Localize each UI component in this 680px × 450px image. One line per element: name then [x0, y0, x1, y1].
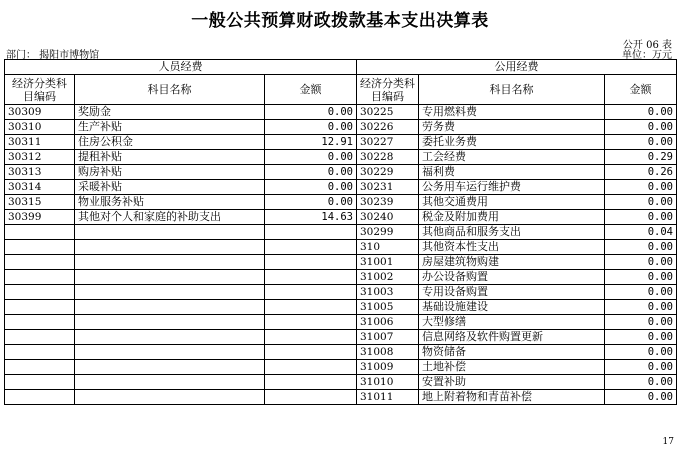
right-amount-cell: 0.00 [605, 315, 677, 330]
unit-label: 单位：万元 [622, 50, 672, 61]
left-code-header: 经济分类科目编码 [5, 75, 75, 105]
right-code-cell: 31007 [357, 330, 419, 345]
left-name-cell: 奖励金 [75, 105, 265, 120]
left-name-cell: 生产补贴 [75, 120, 265, 135]
left-amount-cell: 0.00 [265, 105, 357, 120]
left-amount-cell: 12.91 [265, 135, 357, 150]
right-code-cell: 31005 [357, 300, 419, 315]
right-name-cell: 其他资本性支出 [419, 240, 605, 255]
left-amount-cell [265, 330, 357, 345]
left-amount-cell [265, 390, 357, 405]
left-amount-cell [265, 240, 357, 255]
personnel-group-header: 人员经费 [5, 60, 357, 75]
table-row [5, 165, 677, 180]
table-row [5, 105, 677, 120]
table-row [5, 120, 677, 135]
right-amount-cell: 0.04 [605, 225, 677, 240]
left-code-cell [5, 315, 75, 330]
right-code-cell: 31009 [357, 360, 419, 375]
left-name-cell: 物业服务补贴 [75, 195, 265, 210]
right-name-cell: 专用燃料费 [419, 105, 605, 120]
right-name-cell: 办公设备购置 [419, 270, 605, 285]
right-code-cell: 30229 [357, 165, 419, 180]
table-row [5, 300, 677, 315]
left-name-cell [75, 300, 265, 315]
left-name-cell [75, 360, 265, 375]
left-name-cell [75, 315, 265, 330]
right-amount-cell: 0.00 [605, 270, 677, 285]
table-row [5, 255, 677, 270]
left-name-cell: 购房补贴 [75, 165, 265, 180]
left-name-header: 科目名称 [75, 75, 265, 105]
left-code-cell [5, 225, 75, 240]
right-amount-cell: 0.00 [605, 390, 677, 405]
left-code-cell: 30309 [5, 105, 75, 120]
right-name-cell: 福利费 [419, 165, 605, 180]
right-name-cell: 工会经费 [419, 150, 605, 165]
right-code-cell: 30228 [357, 150, 419, 165]
right-code-cell: 31010 [357, 375, 419, 390]
right-name-cell: 委托业务费 [419, 135, 605, 150]
left-name-cell [75, 375, 265, 390]
right-code-cell: 31008 [357, 345, 419, 360]
right-amount-cell: 0.00 [605, 210, 677, 225]
right-name-cell: 税金及附加费用 [419, 210, 605, 225]
right-name-cell: 安置补助 [419, 375, 605, 390]
right-amount-cell: 0.00 [605, 240, 677, 255]
right-amount-header: 金额 [605, 75, 677, 105]
expenditure-table [4, 59, 677, 405]
left-code-cell [5, 270, 75, 285]
right-amount-cell: 0.00 [605, 255, 677, 270]
right-code-cell: 30225 [357, 105, 419, 120]
left-amount-cell: 0.00 [265, 165, 357, 180]
left-code-cell [5, 285, 75, 300]
right-name-cell: 其他交通费用 [419, 195, 605, 210]
left-name-cell: 采暖补贴 [75, 180, 265, 195]
table-row [5, 180, 677, 195]
left-amount-cell [265, 375, 357, 390]
right-code-header: 经济分类科目编码 [357, 75, 419, 105]
left-name-cell: 提租补贴 [75, 150, 265, 165]
right-code-cell: 310 [357, 240, 419, 255]
right-amount-cell: 0.00 [605, 180, 677, 195]
left-name-cell [75, 345, 265, 360]
page-title: 一般公共预算财政拨款基本支出决算表 [191, 11, 489, 31]
left-name-cell [75, 390, 265, 405]
right-name-cell: 物资储备 [419, 345, 605, 360]
right-code-cell: 30231 [357, 180, 419, 195]
left-code-cell: 30399 [5, 210, 75, 225]
right-amount-cell: 0.00 [605, 135, 677, 150]
right-name-cell: 劳务费 [419, 120, 605, 135]
left-amount-cell: 0.00 [265, 150, 357, 165]
table-row [5, 330, 677, 345]
left-name-cell [75, 270, 265, 285]
right-amount-cell: 0.26 [605, 165, 677, 180]
left-amount-cell [265, 225, 357, 240]
left-amount-cell [265, 315, 357, 330]
left-code-cell [5, 255, 75, 270]
left-code-cell [5, 240, 75, 255]
right-amount-cell: 0.00 [605, 330, 677, 345]
right-code-cell: 30240 [357, 210, 419, 225]
right-code-cell: 31011 [357, 390, 419, 405]
table-row [5, 375, 677, 390]
right-code-cell: 30226 [357, 120, 419, 135]
table-row [5, 195, 677, 210]
right-amount-cell: 0.00 [605, 360, 677, 375]
right-code-cell: 31001 [357, 255, 419, 270]
table-row [5, 210, 677, 225]
right-amount-cell: 0.00 [605, 300, 677, 315]
form-number: 公开 06 表 [622, 40, 672, 51]
left-code-cell [5, 375, 75, 390]
table-row [5, 390, 677, 405]
left-code-cell [5, 360, 75, 375]
left-code-cell: 30312 [5, 150, 75, 165]
left-amount-cell: 0.00 [265, 120, 357, 135]
table-row [5, 345, 677, 360]
left-name-cell [75, 240, 265, 255]
left-code-cell: 30315 [5, 195, 75, 210]
table-row [5, 285, 677, 300]
right-code-cell: 31006 [357, 315, 419, 330]
right-code-cell: 30299 [357, 225, 419, 240]
left-amount-cell: 14.63 [265, 210, 357, 225]
left-amount-cell [265, 285, 357, 300]
left-code-cell [5, 390, 75, 405]
right-name-cell: 土地补偿 [419, 360, 605, 375]
left-amount-cell [265, 360, 357, 375]
right-code-cell: 31002 [357, 270, 419, 285]
left-code-cell: 30311 [5, 135, 75, 150]
right-code-cell: 30239 [357, 195, 419, 210]
left-code-cell: 30313 [5, 165, 75, 180]
right-name-cell: 公务用车运行维护费 [419, 180, 605, 195]
left-name-cell: 其他对个人和家庭的补助支出 [75, 210, 265, 225]
public-group-header: 公用经费 [357, 60, 677, 75]
right-name-cell: 专用设备购置 [419, 285, 605, 300]
table-row [5, 315, 677, 330]
right-name-cell: 地上附着物和青苗补偿 [419, 390, 605, 405]
right-name-cell: 其他商品和服务支出 [419, 225, 605, 240]
table-row [5, 150, 677, 165]
table-row [5, 240, 677, 255]
right-amount-cell: 0.00 [605, 105, 677, 120]
right-name-cell: 基础设施建设 [419, 300, 605, 315]
left-name-cell [75, 225, 265, 240]
right-amount-cell: 0.00 [605, 345, 677, 360]
right-name-cell: 信息网络及软件购置更新 [419, 330, 605, 345]
left-amount-cell [265, 300, 357, 315]
left-amount-cell [265, 345, 357, 360]
left-code-cell: 30310 [5, 120, 75, 135]
right-name-cell: 房屋建筑物购建 [419, 255, 605, 270]
right-code-cell: 31003 [357, 285, 419, 300]
table-row [5, 225, 677, 240]
left-code-cell [5, 330, 75, 345]
right-amount-cell: 0.00 [605, 120, 677, 135]
left-name-cell [75, 285, 265, 300]
left-amount-cell [265, 255, 357, 270]
table-row [5, 270, 677, 285]
right-amount-cell: 0.29 [605, 150, 677, 165]
left-amount-cell [265, 270, 357, 285]
right-code-cell: 30227 [357, 135, 419, 150]
page-number: 17 [662, 437, 674, 447]
left-amount-cell: 0.00 [265, 180, 357, 195]
table-body [5, 105, 677, 405]
right-amount-cell: 0.00 [605, 195, 677, 210]
left-amount-cell: 0.00 [265, 195, 357, 210]
right-name-cell: 大型修缮 [419, 315, 605, 330]
left-code-cell [5, 300, 75, 315]
department-label: 部门： 揭阳市博物馆 [6, 50, 100, 61]
right-amount-cell: 0.00 [605, 375, 677, 390]
right-amount-cell: 0.00 [605, 285, 677, 300]
left-code-cell: 30314 [5, 180, 75, 195]
left-name-cell [75, 255, 265, 270]
left-name-cell [75, 330, 265, 345]
table-row [5, 135, 677, 150]
right-name-header: 科目名称 [419, 75, 605, 105]
left-name-cell: 住房公积金 [75, 135, 265, 150]
left-amount-header: 金额 [265, 75, 357, 105]
table-row [5, 360, 677, 375]
left-code-cell [5, 345, 75, 360]
